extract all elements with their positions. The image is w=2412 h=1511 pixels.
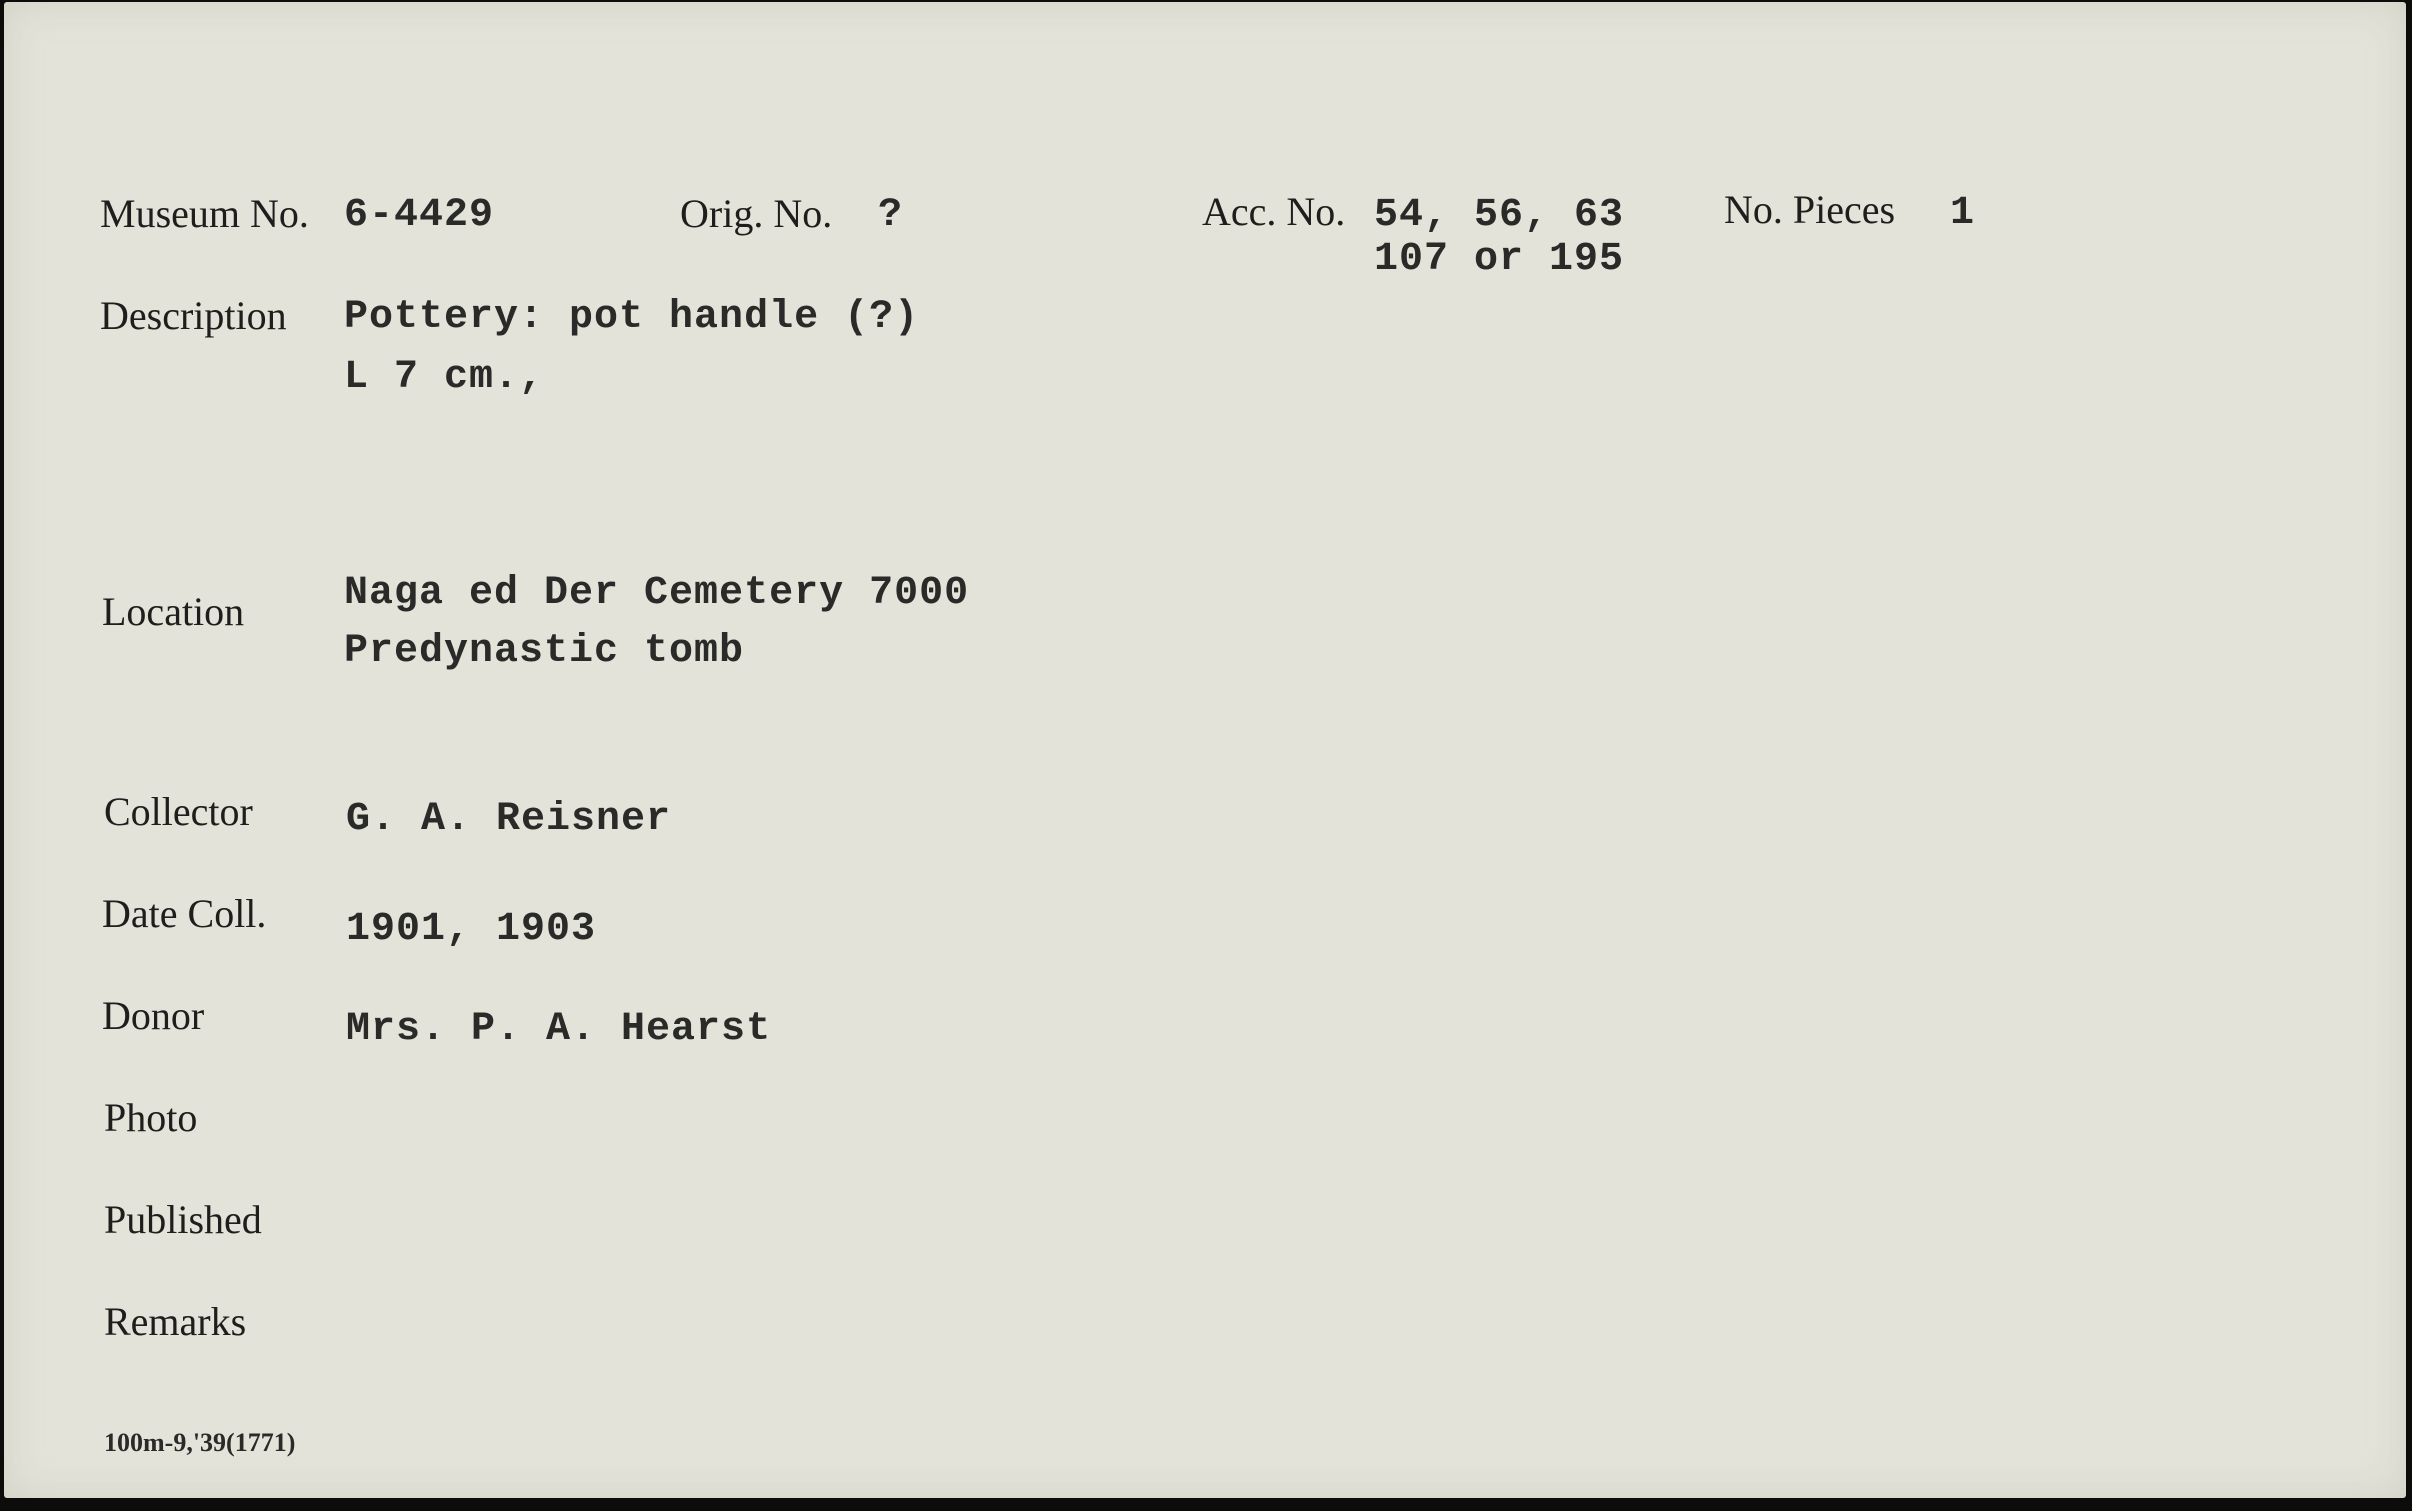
acc-no-label: Acc. No. (1202, 189, 1346, 234)
collector-value: G. A. Reisner (346, 797, 672, 842)
location-label: Location (102, 589, 245, 634)
location-value-line2: Predynastic tomb (344, 629, 745, 674)
catalog-card (4, 2, 2406, 1498)
museum-no-value: 6-4429 (344, 193, 495, 238)
description-value-line2: L 7 cm., (344, 355, 545, 400)
description-label: Description (100, 293, 287, 338)
no-pieces-value: 1 (1950, 191, 1976, 236)
description-value-line1: Pottery: pot handle (?) (344, 295, 920, 340)
date-coll-label: Date Coll. (102, 891, 267, 936)
collector-label: Collector (104, 789, 253, 834)
location-value-line1: Naga ed Der Cemetery 7000 (344, 571, 970, 616)
photo-label: Photo (104, 1095, 198, 1140)
orig-no-value: ? (878, 193, 904, 238)
remarks-label: Remarks (104, 1299, 247, 1344)
donor-label: Donor (102, 993, 205, 1038)
donor-value: Mrs. P. A. Hearst (346, 1007, 772, 1052)
published-label: Published (104, 1197, 262, 1242)
acc-no-value-line2: 107 or 195 (1374, 237, 1625, 282)
orig-no-label: Orig. No. (680, 191, 833, 236)
footer-print-code: 100m-9,'39(1771) (104, 1428, 296, 1457)
acc-no-value-line1: 54, 56, 63 (1374, 193, 1625, 238)
date-coll-value: 1901, 1903 (346, 907, 597, 952)
no-pieces-label: No. Pieces (1724, 187, 1896, 232)
museum-no-label: Museum No. (100, 191, 309, 236)
